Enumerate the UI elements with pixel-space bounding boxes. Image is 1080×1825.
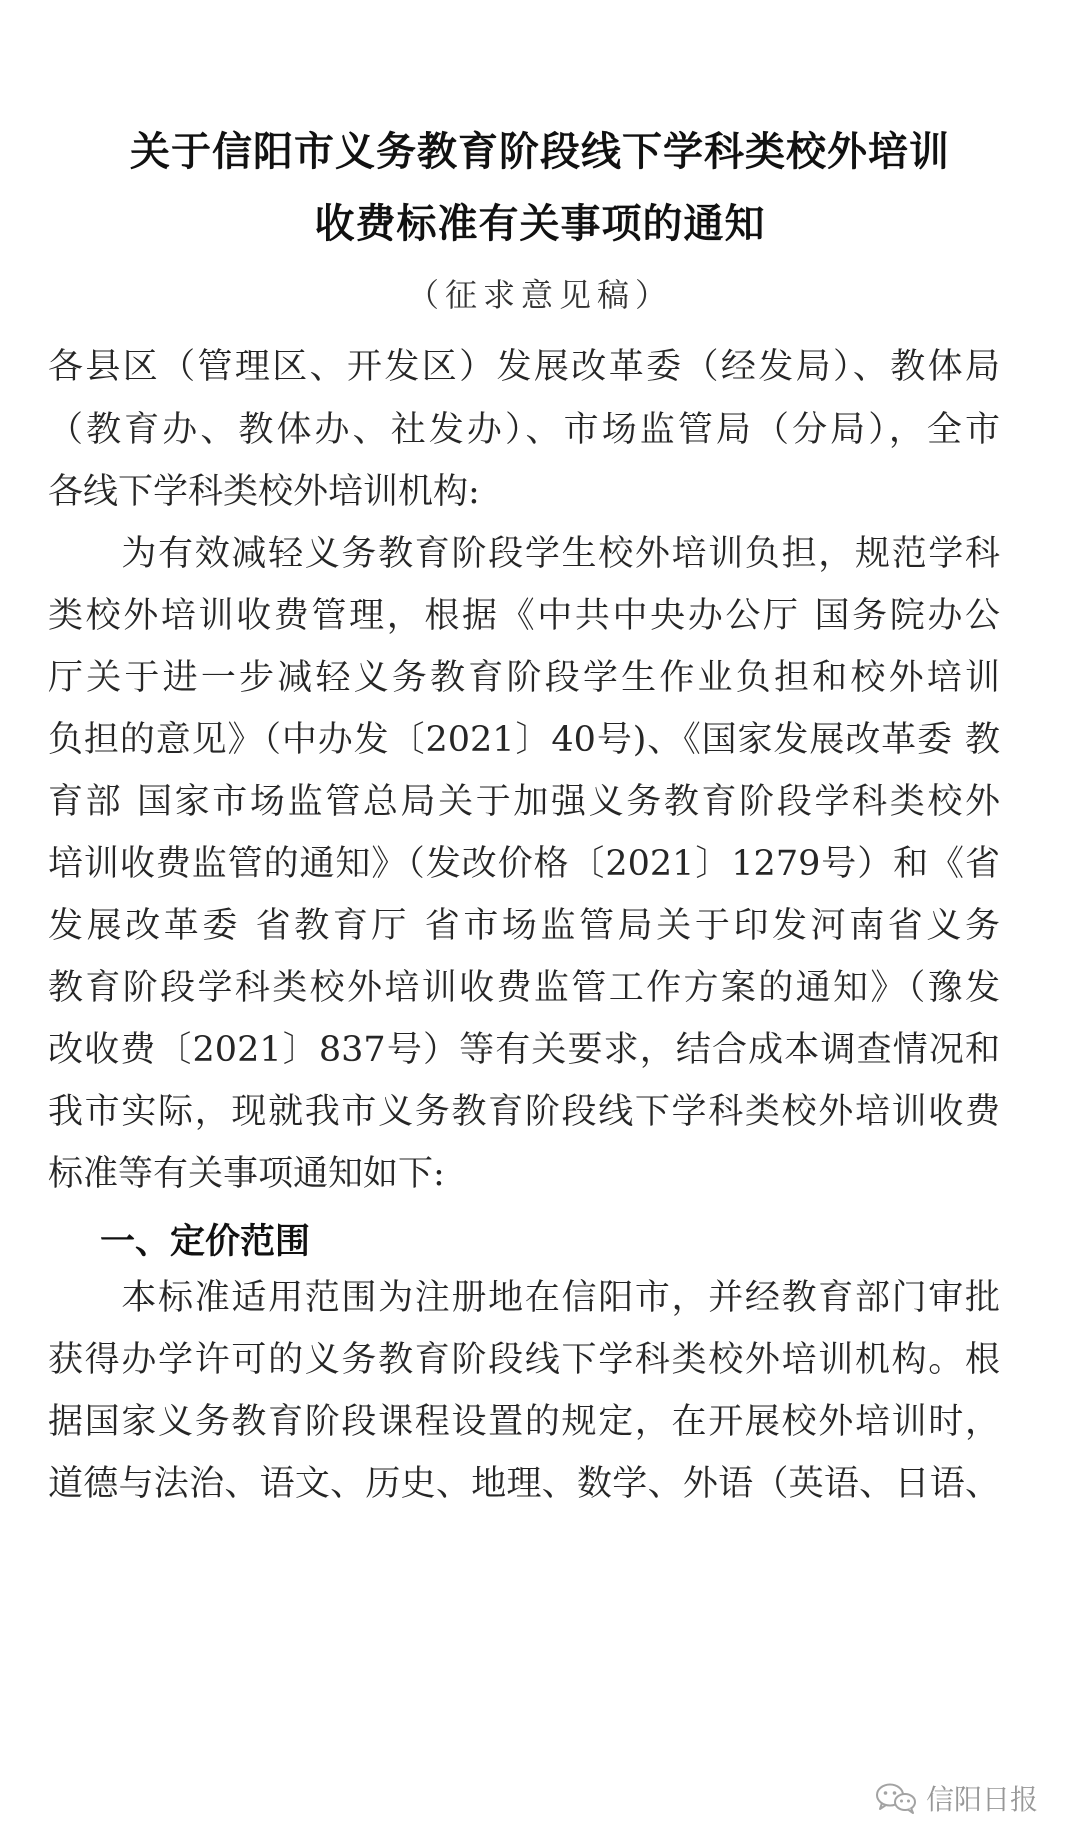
body-line: 各县区（管理区、开发区）发展改革委（经发局）、教体局 bbox=[48, 347, 1000, 387]
body-line: 负担的意见》（中办发〔2021〕40号)、《国家发展改革委 教 bbox=[48, 720, 1000, 760]
document-subtitle: （征求意见稿） bbox=[406, 276, 673, 314]
section-line: 据国家义务教育阶段课程设置的规定，在开展校外培训时， bbox=[48, 1402, 1000, 1442]
body-line: 教育阶段学科类校外培训收费监管工作方案的通知》（豫发 bbox=[48, 968, 1000, 1008]
section-line: 获得办学许可的义务教育阶段线下学科类校外培训机构。根 bbox=[48, 1340, 1000, 1380]
document-title-line-2: 收费标准有关事项的通知 bbox=[314, 200, 766, 247]
body-line: 为有效减轻义务教育阶段学生校外培训负担，规范学科 bbox=[48, 534, 1000, 574]
body-line: 厅关于进一步减轻义务教育阶段学生作业负担和校外培训 bbox=[48, 658, 1000, 698]
wechat-icon bbox=[874, 1782, 918, 1814]
body-line: 改收费〔2021〕837号）等有关要求，结合成本调查情况和 bbox=[48, 1030, 1000, 1070]
body-line: （教育办、教体办、社发办）、市场监管局（分局），全市 bbox=[48, 410, 1000, 450]
body-line: 发展改革委 省教育厅 省市场监管局关于印发河南省义务 bbox=[48, 906, 1000, 946]
body-line: 标准等有关事项通知如下: bbox=[48, 1154, 445, 1194]
section-line: 本标准适用范围为注册地在信阳市，并经教育部门审批 bbox=[48, 1278, 1000, 1318]
section-heading: 一、定价范围 bbox=[100, 1222, 311, 1262]
body-line: 我市实际，现就我市义务教育阶段线下学科类校外培训收费 bbox=[48, 1092, 1000, 1132]
section-line: 道德与法治、语文、历史、地理、数学、外语（英语、日语、 bbox=[48, 1464, 1000, 1504]
watermark bbox=[874, 1778, 1038, 1818]
watermark-text: 信阳日报 bbox=[925, 1783, 1038, 1816]
body-line: 培训收费监管的通知》（发改价格〔2021〕1279号）和《省 bbox=[48, 844, 1000, 884]
body-line: 各线下学科类校外培训机构: bbox=[48, 472, 480, 512]
body-line: 类校外培训收费管理，根据《中共中央办公厅 国务院办公 bbox=[48, 596, 1000, 636]
document-title-line-1: 关于信阳市义务教育阶段线下学科类校外培训 bbox=[130, 128, 950, 175]
body-line: 育部 国家市场监管总局关于加强义务教育阶段学科类校外 bbox=[48, 782, 1000, 822]
